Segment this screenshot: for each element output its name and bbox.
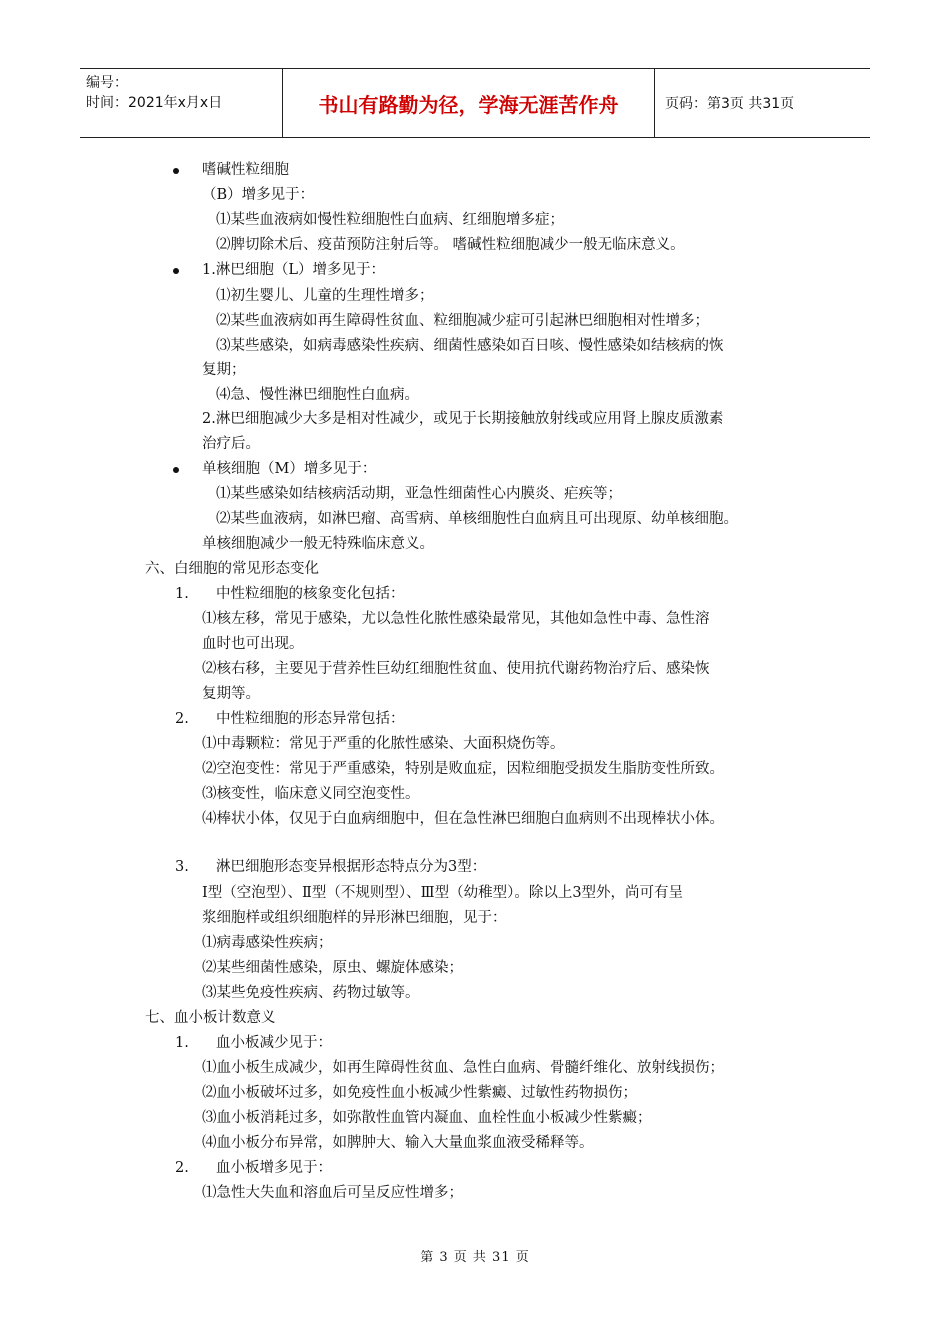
- text-line: ⑵核右移，主要见于营养性巨幼红细胞性贫血、使用抗代谢药物治疗后、感染恢: [202, 661, 710, 677]
- bullet-icon: [173, 168, 179, 174]
- text-line: ⑷急、慢性淋巴细胞性白血病。: [216, 387, 419, 403]
- header-page-info: 页码：第3页 共31页: [665, 96, 795, 112]
- text-line: ⑴急性大失血和溶血后可呈反应性增多；: [202, 1185, 463, 1201]
- header-number-label: 编号：: [86, 75, 128, 91]
- text-line: ⑶某些感染，如病毒感染性疾病、细菌性感染如百日咳、慢性感染如结核病的恢: [216, 338, 724, 354]
- text-line: Ⅰ型（空泡型）、Ⅱ型（不规则型）、Ⅲ型（幼稚型）。除以上3型外，尚可有呈: [202, 885, 684, 901]
- item-number: 2.: [175, 1160, 189, 1176]
- text-line: ⑵脾切除术后、疫苗预防注射后等。 嗜碱性粒细胞减少一般无临床意义。: [216, 237, 685, 253]
- text-line: 单核细胞（M）增多见于：: [202, 461, 377, 477]
- item-number: 2.: [175, 711, 189, 727]
- item-number: 3.: [175, 859, 189, 875]
- section-heading: 六、白细胞的常见形态变化: [145, 561, 319, 577]
- text-line: ⑴某些血液病如慢性粒细胞性白血病、红细胞增多症；: [216, 212, 564, 228]
- text-line: ⑴中毒颗粒：常见于严重的化脓性感染、大面积烧伤等。: [202, 736, 565, 752]
- text-line: 治疗后。: [202, 436, 260, 452]
- text-line: 复期等。: [202, 686, 260, 702]
- text-line: ⑶核变性，临床意义同空泡变性。: [202, 786, 420, 802]
- text-line: 中性粒细胞的核象变化包括：: [216, 586, 405, 602]
- text-line: 血小板减少见于：: [216, 1035, 332, 1051]
- page-header: [80, 68, 870, 138]
- text-line: ⑷棒状小体，仅见于白血病细胞中，但在急性淋巴细胞白血病则不出现棒状小体。: [202, 811, 724, 827]
- bullet-icon: [173, 268, 179, 274]
- text-line: ⑶血小板消耗过多，如弥散性血管内凝血、血栓性血小板减少性紫癜；: [202, 1110, 652, 1126]
- text-line: ⑵血小板破坏过多，如免疫性血小板减少性紫癜、过敏性药物损伤；: [202, 1085, 637, 1101]
- text-line: ⑷血小板分布异常，如脾肿大、输入大量血浆血液受稀释等。: [202, 1135, 594, 1151]
- text-line: ⑵某些细菌性感染，原虫、螺旋体感染；: [202, 960, 463, 976]
- text-line: 中性粒细胞的形态异常包括：: [216, 711, 405, 727]
- text-line: ⑵某些血液病，如淋巴瘤、高雪病、单核细胞性白血病且可出现原、幼单核细胞。: [216, 511, 738, 527]
- header-date: 时间：2021年x月x日: [86, 95, 223, 111]
- text-line: 嗜碱性粒细胞: [202, 162, 289, 178]
- header-meta: [80, 69, 283, 137]
- text-line: ⑴初生婴儿、儿童的生理性增多；: [216, 288, 434, 304]
- text-line: 复期；: [202, 362, 246, 378]
- text-line: ⑴血小板生成减少，如再生障碍性贫血、急性白血病、骨髓纤维化、放射线损伤；: [202, 1060, 724, 1076]
- text-line: （B）增多见于：: [202, 187, 315, 203]
- text-line: ⑴病毒感染性疾病；: [202, 935, 333, 951]
- text-line: 血时也可出现。: [202, 636, 304, 652]
- header-motto: 书山有路勤为径，学海无涯苦作舟: [283, 69, 655, 137]
- item-number: 1.: [175, 1035, 189, 1051]
- text-line: 浆细胞样或组织细胞样的异形淋巴细胞，见于：: [202, 910, 507, 926]
- text-line: 淋巴细胞形态变异根据形态特点分为3型：: [216, 859, 487, 875]
- bullet-icon: [173, 467, 179, 473]
- text-line: 单核细胞减少一般无特殊临床意义。: [202, 536, 434, 552]
- text-line: 血小板增多见于：: [216, 1160, 332, 1176]
- text-line: ⑵某些血液病如再生障碍性贫血、粒细胞减少症可引起淋巴细胞相对性增多；: [216, 313, 709, 329]
- text-line: ⑵空泡变性：常见于严重感染，特别是败血症，因粒细胞受损发生脂肪变性所致。: [202, 761, 724, 777]
- text-line: ⑴某些感染如结核病活动期，亚急性细菌性心内膜炎、疟疾等；: [216, 486, 622, 502]
- text-line: ⑶某些免疫性疾病、药物过敏等。: [202, 985, 420, 1001]
- item-number: 1.: [175, 586, 189, 602]
- page-footer: 第 3 页 共 31 页: [420, 1250, 530, 1265]
- section-heading: 七、血小板计数意义: [145, 1010, 276, 1026]
- text-line: 2.淋巴细胞减少大多是相对性减少，或见于长期接触放射线或应用肾上腺皮质激素: [202, 411, 724, 427]
- text-line: ⑴核左移，常见于感染，尤以急性化脓性感染最常见，其他如急性中毒、急性溶: [202, 611, 710, 627]
- text-line: 1.淋巴细胞（L）增多见于：: [202, 262, 385, 278]
